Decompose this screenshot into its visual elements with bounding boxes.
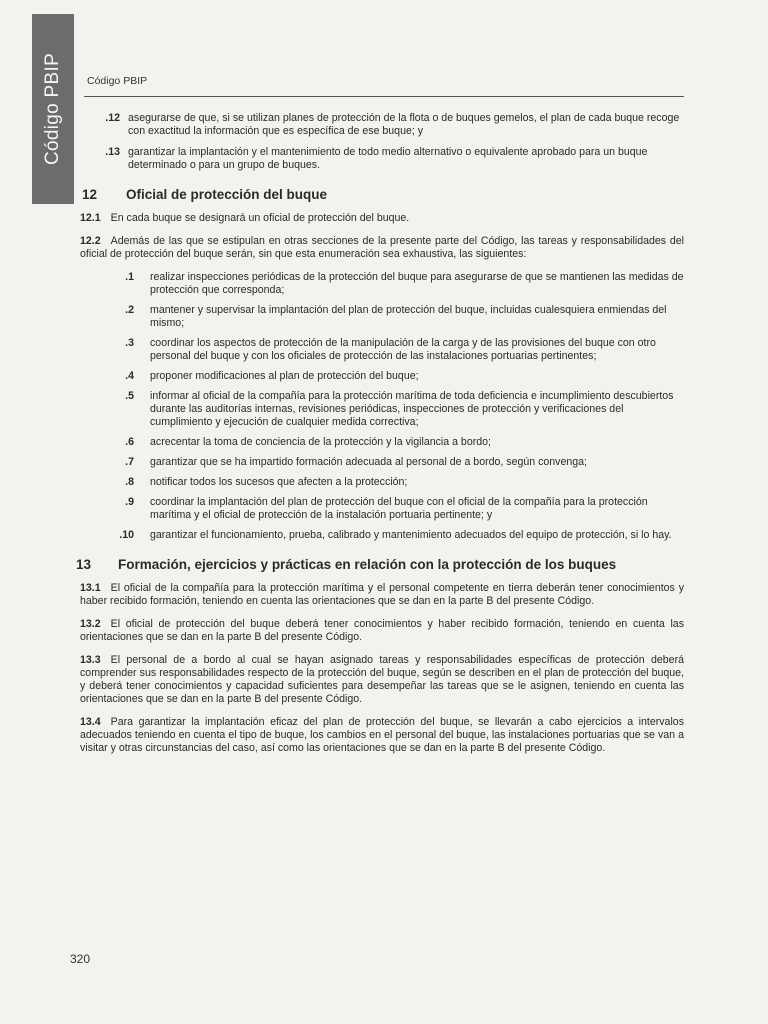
section-number: 13	[76, 557, 92, 572]
side-tab-label: Código PBIP	[42, 52, 63, 166]
page-number: 320	[70, 952, 91, 966]
item-number: .10	[119, 529, 134, 541]
item-text: mantener y supervisar la implantación del plan de protección del buque, incluidas cualesquiera enmiendas del mismo;	[150, 304, 667, 329]
list-item	[72, 390, 684, 429]
paragraph-number: 12.1	[80, 212, 101, 224]
item-text: garantizar que se ha impartido formación adecuada al personal de a bordo, según convenga;	[150, 456, 587, 468]
section-heading-13	[72, 558, 684, 571]
item-number: .9	[125, 496, 134, 508]
paragraph-13-1	[80, 582, 684, 608]
item-number: .12	[105, 112, 120, 124]
item-text: acrecentar la toma de conciencia de la protección y la vigilancia a bordo;	[150, 436, 491, 448]
item-number: .8	[125, 476, 134, 488]
list-item	[72, 304, 684, 330]
item-text: coordinar la implantación del plan de protección del buque con el oficial de la compañía para la protección marítima y el oficial de protección de la instalación portuaria pertinente; y	[150, 496, 648, 521]
section-title: Oficial de protección del buque	[126, 187, 328, 202]
list-item	[72, 436, 684, 449]
paragraph-number: 13.1	[80, 582, 101, 594]
page-body	[72, 112, 684, 765]
item-number: .6	[125, 436, 134, 448]
item-text: asegurarse de que, si se utilizan planes de protección de la flota o de buques gemelos, el plan de cada buque recoge con exactitud la información que es específica de ese buque; y	[128, 112, 680, 137]
side-tab	[32, 14, 74, 204]
paragraph-12-1	[80, 212, 684, 225]
item-number: .3	[125, 337, 134, 349]
item-text: notificar todos los sucesos que afecten a la protección;	[150, 476, 408, 488]
item-number: .4	[125, 370, 134, 382]
paragraph-12-2	[80, 235, 684, 261]
paragraph-number: 13.4	[80, 716, 101, 728]
item-text: realizar inspecciones periódicas de la protección del buque para asegurarse de que se mantienen las medidas de protección que corresponda;	[150, 271, 684, 296]
list-item	[72, 112, 684, 138]
item-number: .13	[105, 146, 120, 158]
list-item	[72, 496, 684, 522]
list-item	[72, 456, 684, 469]
running-head: Código PBIP	[87, 75, 148, 87]
paragraph-number: 13.2	[80, 618, 101, 630]
paragraph-text: Para garantizar la implantación eficaz del plan de protección del buque, se llevarán a cabo ejercicios a intervalos adecuados teniendo en cuenta el tipo de buque, los cambios en el personal del buque, las instalaciones portuarias que se van a visitar y otras circunstancias del caso, así como las orientaciones que se dan en la parte B del presente Código.	[80, 716, 684, 754]
section-number: 12	[82, 187, 98, 202]
item-number: .5	[125, 390, 134, 402]
paragraph-text: El personal de a bordo al cual se hayan asignado tareas y responsabilidades específicas de protección deberá comprender sus responsabilidades respecto de la protección del buque, según se describen en el plan de protección del buque, y deberá tener conocimientos y capacidad suficientes para desempeñar las tareas que se le asignen, teniendo en cuenta las orientaciones que se dan en la parte B del presente Código.	[80, 654, 684, 705]
item-text: informar al oficial de la compañía para la protección marítima de toda deficiencia e incumplimiento descubiertos durante las auditorías internas, revisiones periódicas, inspecciones de protección y verificaciones del cumplimiento y ejecución de cualquier medida correctiva;	[150, 390, 674, 428]
list-item	[72, 337, 684, 363]
paragraph-13-2	[80, 618, 684, 644]
paragraph-number: 12.2	[80, 235, 101, 247]
item-number: .1	[125, 271, 134, 283]
paragraph-text: El oficial de la compañía para la protección marítima y el personal competente en tierra deberán tener conocimientos y haber recibido formación, teniendo en cuenta las orientaciones que se dan en la parte B del presente Código.	[80, 582, 684, 607]
list-item	[72, 146, 684, 172]
list-item	[72, 529, 684, 542]
paragraph-13-4	[80, 716, 684, 755]
paragraph-number: 13.3	[80, 654, 101, 666]
item-text: coordinar los aspectos de protección de la manipulación de la carga y de las provisiones del buque con otro personal del buque y con los oficiales de protección de las instalaciones portuarias pertinentes;	[150, 337, 656, 362]
item-number: .7	[125, 456, 134, 468]
list-item	[72, 370, 684, 383]
paragraph-text: Además de las que se estipulan en otras secciones de la presente parte del Código, las tareas y responsabilidades del oficial de protección del buque serán, sin que esta enumeración sea exhaustiva, las siguientes:	[80, 235, 684, 260]
item-text: garantizar el funcionamiento, prueba, calibrado y mantenimiento adecuados del equipo de protección, si lo hay.	[150, 529, 672, 541]
section-title: Formación, ejercicios y prácticas en relación con la protección de los buques	[118, 557, 617, 572]
section-heading-12	[72, 188, 684, 201]
item-text: proponer modificaciones al plan de protección del buque;	[150, 370, 419, 382]
list-item	[72, 271, 684, 297]
item-number: .2	[125, 304, 134, 316]
item-text: garantizar la implantación y el mantenimiento de todo medio alternativo o equivalente aprobado para un buque determinado o para un grupo de buques.	[128, 146, 648, 171]
paragraph-13-3	[80, 654, 684, 706]
paragraph-text: En cada buque se designará un oficial de protección del buque.	[110, 212, 410, 224]
paragraph-text: El oficial de protección del buque deberá tener conocimientos y haber recibido formación, teniendo en cuenta las orientaciones que se dan en la parte B del presente Código.	[80, 618, 684, 643]
list-item	[72, 476, 684, 489]
header-rule	[84, 96, 684, 97]
